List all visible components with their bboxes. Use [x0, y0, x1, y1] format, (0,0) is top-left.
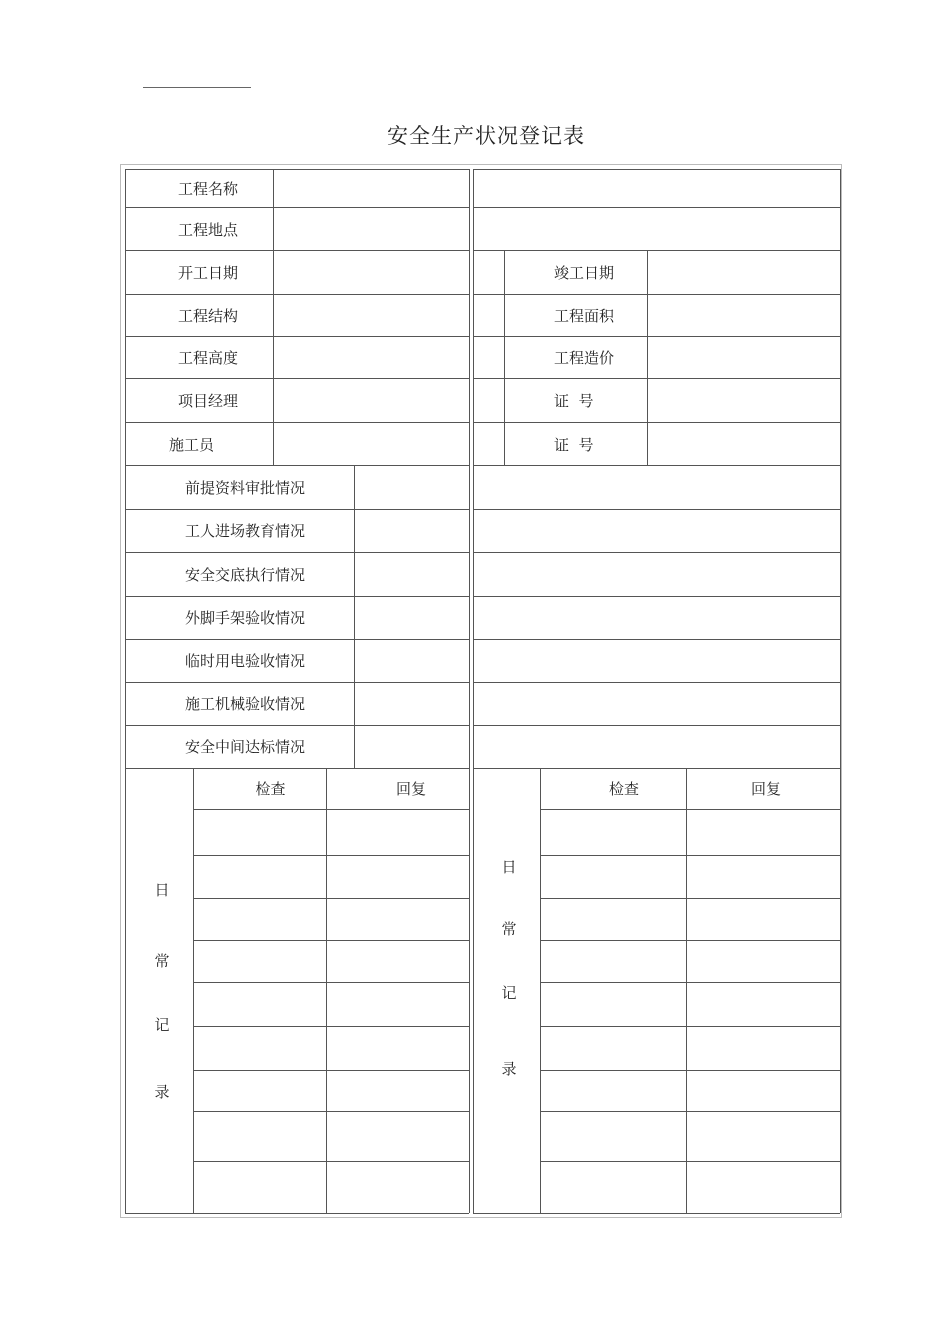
right-label-column-right [647, 250, 648, 465]
right-bottom-border [473, 1213, 840, 1214]
record-row-line [540, 898, 840, 899]
row-line [473, 336, 840, 337]
right-reply-header: 回复 [750, 780, 781, 798]
row-line [473, 378, 840, 379]
right-inner-border [473, 169, 474, 1213]
record-row-line [540, 1026, 840, 1027]
row-line [473, 207, 840, 208]
record-row-line [193, 1161, 469, 1162]
label-temp-power-acceptance: 临时用电验收情况 [185, 652, 306, 670]
record-row-line [193, 809, 469, 810]
label-interim-compliance: 安全中间达标情况 [185, 738, 306, 756]
record-row-line [540, 1161, 840, 1162]
record-row-line [540, 940, 840, 941]
right-check-header: 检查 [608, 780, 639, 798]
right-label-column-left [504, 250, 505, 465]
row-line [473, 552, 840, 553]
status-column-divider [354, 465, 355, 768]
record-row-line [540, 1111, 840, 1112]
daily-record-right-divider [686, 768, 687, 1213]
row-line [473, 422, 840, 423]
row-line [473, 768, 840, 769]
label-project-manager: 项目经理 [178, 392, 239, 410]
left-bottom-border [125, 1213, 469, 1214]
label-column-divider [273, 169, 274, 465]
record-row-line [540, 809, 840, 810]
record-row-line [540, 1070, 840, 1071]
label-safety-briefing: 安全交底执行情况 [185, 566, 306, 584]
left-check-header: 检查 [255, 780, 286, 798]
left-daily-char-4: 录 [154, 1083, 170, 1101]
row-line [473, 682, 840, 683]
row-line [125, 725, 469, 726]
daily-record-right-divider [540, 768, 541, 1213]
right-outer-border [840, 169, 841, 1213]
row-line [125, 768, 469, 769]
daily-record-left-divider [326, 768, 327, 1213]
label-project-height: 工程高度 [178, 349, 239, 367]
row-line [125, 336, 469, 337]
row-line [125, 207, 469, 208]
row-line [473, 250, 840, 251]
right-daily-char-3: 记 [501, 984, 517, 1002]
record-row-line [193, 1111, 469, 1112]
label-project-name: 工程名称 [178, 180, 239, 198]
left-reply-header: 回复 [395, 780, 426, 798]
label-worker-education: 工人进场教育情况 [185, 522, 306, 540]
left-top-border [125, 169, 469, 170]
right-daily-char-4: 录 [501, 1060, 517, 1078]
row-line [473, 294, 840, 295]
record-row-line [193, 1070, 469, 1071]
row-line [473, 725, 840, 726]
right-daily-char-2: 常 [501, 920, 517, 938]
row-line [125, 294, 469, 295]
label-scaffold-acceptance: 外脚手架验收情况 [185, 609, 306, 627]
record-row-line [193, 855, 469, 856]
row-line [125, 596, 469, 597]
record-row-line [193, 940, 469, 941]
row-line [473, 465, 840, 466]
right-daily-char-1: 日 [501, 858, 517, 876]
record-row-line [193, 982, 469, 983]
row-line [473, 509, 840, 510]
record-row-line [540, 855, 840, 856]
label-completion-date: 竣工日期 [554, 264, 615, 282]
page-title: 安全生产状况登记表 [387, 124, 585, 148]
label-project-area: 工程面积 [554, 307, 615, 325]
left-outer-border [125, 169, 126, 1213]
right-top-border [473, 169, 840, 170]
row-line [125, 682, 469, 683]
row-line [125, 465, 469, 466]
record-row-line [540, 982, 840, 983]
label-engineer-certificate: 证 号 [554, 436, 594, 454]
record-row-line [193, 898, 469, 899]
record-row-line [193, 1026, 469, 1027]
label-project-cost: 工程造价 [554, 349, 615, 367]
label-manager-certificate: 证 号 [554, 392, 594, 410]
label-project-structure: 工程结构 [178, 307, 239, 325]
label-machinery-acceptance: 施工机械验收情况 [185, 695, 306, 713]
row-line [125, 639, 469, 640]
label-start-date: 开工日期 [178, 264, 239, 282]
label-prerequisite-approval: 前提资料审批情况 [185, 479, 306, 497]
left-daily-char-2: 常 [154, 952, 170, 970]
row-line [125, 509, 469, 510]
row-line [125, 422, 469, 423]
row-line [125, 250, 469, 251]
row-line [125, 552, 469, 553]
left-daily-char-1: 日 [154, 881, 170, 899]
row-line [473, 596, 840, 597]
daily-record-left-divider [193, 768, 194, 1213]
row-line [473, 639, 840, 640]
left-daily-char-3: 记 [154, 1016, 170, 1034]
left-inner-border [469, 169, 470, 1213]
label-site-engineer: 施工员 [169, 436, 215, 454]
row-line [125, 378, 469, 379]
label-project-location: 工程地点 [178, 221, 239, 239]
